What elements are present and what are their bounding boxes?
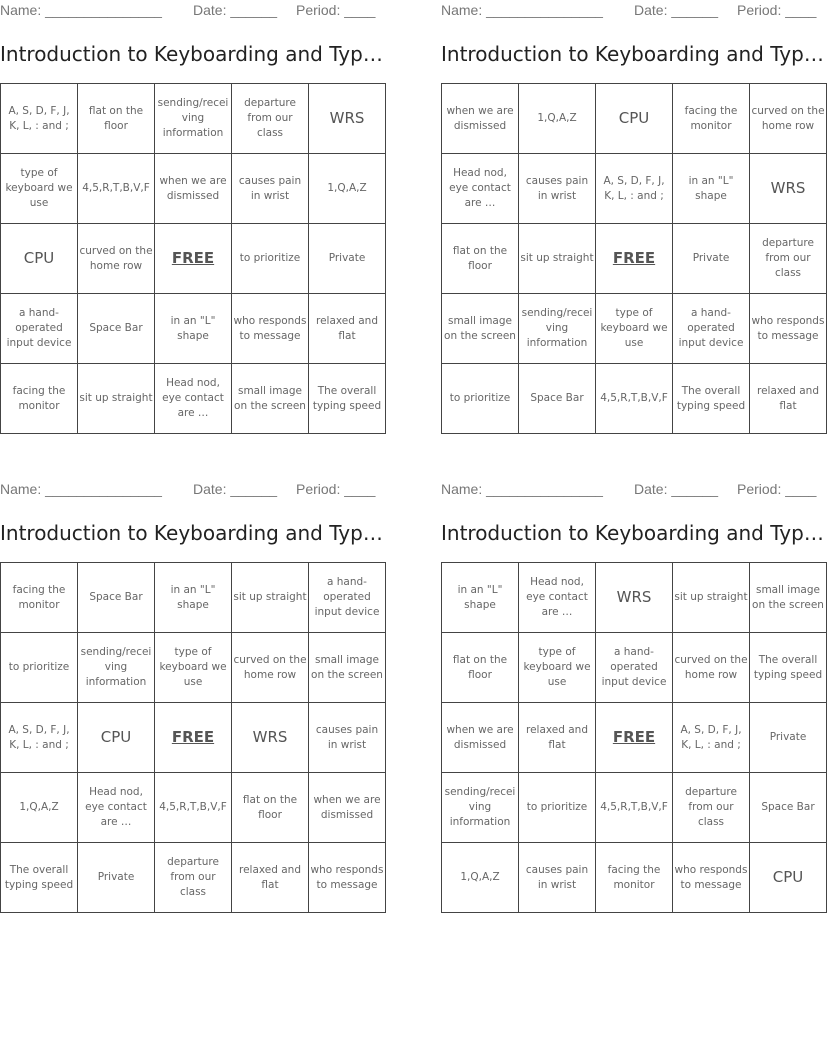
bingo-cell: sit up straight <box>673 563 750 633</box>
bingo-cell: Private <box>78 843 155 913</box>
name-label: Name: _______________ <box>441 2 603 18</box>
bingo-cell: sending/receiving information <box>442 773 519 843</box>
bingo-cell: Head nod, eye contact are … <box>155 364 232 434</box>
bingo-cell: curved on the home row <box>673 633 750 703</box>
bingo-cell: causes pain in wrist <box>519 843 596 913</box>
bingo-cell: in an "L" shape <box>442 563 519 633</box>
period-label: Period: ____ <box>296 2 376 18</box>
bingo-grid <box>0 562 386 913</box>
bingo-cell: facing the monitor <box>673 84 750 154</box>
free-space-cell: FREE <box>155 703 232 773</box>
bingo-cell: in an "L" shape <box>155 563 232 633</box>
bingo-cell: curved on the home row <box>750 84 827 154</box>
bingo-cell: in an "L" shape <box>155 294 232 364</box>
bingo-cell: CPU <box>750 843 827 913</box>
period-label: Period: ____ <box>737 481 817 497</box>
bingo-cell: causes pain in wrist <box>309 703 386 773</box>
bingo-cell: in an "L" shape <box>673 154 750 224</box>
bingo-cell: sit up straight <box>232 563 309 633</box>
card-header <box>0 0 380 22</box>
bingo-cell: 4,5,R,T,B,V,F <box>596 364 673 434</box>
bingo-cell: flat on the floor <box>442 224 519 294</box>
bingo-cell: sending/receiving information <box>155 84 232 154</box>
bingo-cell: A, S, D, F, J, K, L, : and ; <box>1 703 78 773</box>
bingo-cell: when we are dismissed <box>442 703 519 773</box>
bingo-cell: facing the monitor <box>1 563 78 633</box>
bingo-cell: a hand-operated input device <box>673 294 750 364</box>
bingo-cell: Private <box>673 224 750 294</box>
card-header <box>441 0 821 22</box>
bingo-cell: curved on the home row <box>78 224 155 294</box>
bingo-cell: who responds to message <box>309 843 386 913</box>
bingo-cell: a hand-operated input device <box>1 294 78 364</box>
bingo-cell: CPU <box>78 703 155 773</box>
bingo-cell: Space Bar <box>78 294 155 364</box>
bingo-cell: 4,5,R,T,B,V,F <box>78 154 155 224</box>
bingo-grid <box>0 83 386 434</box>
bingo-cell: small image on the screen <box>232 364 309 434</box>
bingo-cell: to prioritize <box>519 773 596 843</box>
bingo-cell: departure from our class <box>750 224 827 294</box>
card-title: Introduction to Keyboarding and Typ… <box>441 42 824 66</box>
bingo-cell: flat on the floor <box>232 773 309 843</box>
bingo-cell: 1,Q,A,Z <box>309 154 386 224</box>
bingo-cell: type of keyboard we use <box>155 633 232 703</box>
bingo-cell: when we are dismissed <box>442 84 519 154</box>
bingo-cell: relaxed and flat <box>232 843 309 913</box>
bingo-cell: who responds to message <box>673 843 750 913</box>
date-label: Date: ______ <box>193 2 278 18</box>
bingo-cell: small image on the screen <box>309 633 386 703</box>
bingo-cell: relaxed and flat <box>519 703 596 773</box>
grid-row <box>1 773 386 843</box>
grid-row <box>1 843 386 913</box>
bingo-cell: facing the monitor <box>596 843 673 913</box>
grid-row <box>1 703 386 773</box>
bingo-cell: Head nod, eye contact are … <box>442 154 519 224</box>
bingo-cell: small image on the screen <box>750 563 827 633</box>
bingo-cell: WRS <box>750 154 827 224</box>
bingo-cell: type of keyboard we use <box>519 633 596 703</box>
bingo-grid <box>441 83 827 434</box>
bingo-cell: Head nod, eye contact are … <box>519 563 596 633</box>
free-space-cell: FREE <box>155 224 232 294</box>
bingo-cell: who responds to message <box>750 294 827 364</box>
grid-row <box>1 364 386 434</box>
bingo-cell: sit up straight <box>78 364 155 434</box>
bingo-cell: facing the monitor <box>1 364 78 434</box>
bingo-cell: when we are dismissed <box>309 773 386 843</box>
bingo-cell: type of keyboard we use <box>596 294 673 364</box>
bingo-cell: flat on the floor <box>442 633 519 703</box>
period-label: Period: ____ <box>296 481 376 497</box>
bingo-cell: A, S, D, F, J, K, L, : and ; <box>1 84 78 154</box>
bingo-cell: 4,5,R,T,B,V,F <box>596 773 673 843</box>
bingo-cell: CPU <box>1 224 78 294</box>
bingo-cell: The overall typing speed <box>673 364 750 434</box>
bingo-cell: 1,Q,A,Z <box>442 843 519 913</box>
bingo-cell: The overall typing speed <box>1 843 78 913</box>
bingo-cell: A, S, D, F, J, K, L, : and ; <box>596 154 673 224</box>
bingo-cell: to prioritize <box>232 224 309 294</box>
period-label: Period: ____ <box>737 2 817 18</box>
grid-row <box>1 84 386 154</box>
bingo-cell: who responds to message <box>232 294 309 364</box>
bingo-cell: type of keyboard we use <box>1 154 78 224</box>
bingo-cell: relaxed and flat <box>309 294 386 364</box>
grid-row <box>442 84 827 154</box>
grid-row <box>442 294 827 364</box>
bingo-cell: The overall typing speed <box>309 364 386 434</box>
grid-row <box>442 703 827 773</box>
bingo-cell: The overall typing speed <box>750 633 827 703</box>
grid-row <box>1 563 386 633</box>
bingo-cell: to prioritize <box>1 633 78 703</box>
bingo-cell: Private <box>309 224 386 294</box>
bingo-cell: WRS <box>232 703 309 773</box>
grid-row <box>442 633 827 703</box>
bingo-cell: departure from our class <box>232 84 309 154</box>
date-label: Date: ______ <box>634 481 719 497</box>
bingo-cell: curved on the home row <box>232 633 309 703</box>
grid-row <box>442 563 827 633</box>
bingo-cell: WRS <box>596 563 673 633</box>
bingo-cell: Space Bar <box>519 364 596 434</box>
bingo-cell: Head nod, eye contact are … <box>78 773 155 843</box>
card-title: Introduction to Keyboarding and Typ… <box>0 521 383 545</box>
bingo-cell: sending/receiving information <box>78 633 155 703</box>
grid-row <box>442 364 827 434</box>
bingo-cell: a hand-operated input device <box>596 633 673 703</box>
date-label: Date: ______ <box>634 2 719 18</box>
bingo-cell: departure from our class <box>155 843 232 913</box>
bingo-cell: relaxed and flat <box>750 364 827 434</box>
name-label: Name: _______________ <box>441 481 603 497</box>
bingo-cell: 1,Q,A,Z <box>1 773 78 843</box>
bingo-cell: 1,Q,A,Z <box>519 84 596 154</box>
grid-row <box>442 154 827 224</box>
bingo-cell: WRS <box>309 84 386 154</box>
bingo-cell: causes pain in wrist <box>519 154 596 224</box>
free-space-cell: FREE <box>596 224 673 294</box>
bingo-cell: 4,5,R,T,B,V,F <box>155 773 232 843</box>
grid-row <box>1 154 386 224</box>
name-label: Name: _______________ <box>0 481 162 497</box>
card-title: Introduction to Keyboarding and Typ… <box>0 42 383 66</box>
free-space-cell: FREE <box>596 703 673 773</box>
grid-row <box>442 773 827 843</box>
bingo-cell: Private <box>750 703 827 773</box>
name-label: Name: _______________ <box>0 2 162 18</box>
bingo-cell: departure from our class <box>673 773 750 843</box>
bingo-cell: small image on the screen <box>442 294 519 364</box>
card-header <box>441 479 821 501</box>
bingo-cell: a hand-operated input device <box>309 563 386 633</box>
bingo-cell: A, S, D, F, J, K, L, : and ; <box>673 703 750 773</box>
bingo-cell: flat on the floor <box>78 84 155 154</box>
bingo-cell: CPU <box>596 84 673 154</box>
grid-row <box>1 633 386 703</box>
date-label: Date: ______ <box>193 481 278 497</box>
grid-row <box>442 843 827 913</box>
bingo-cell: when we are dismissed <box>155 154 232 224</box>
card-header <box>0 479 380 501</box>
bingo-grid <box>441 562 827 913</box>
bingo-cell: sit up straight <box>519 224 596 294</box>
bingo-cell: Space Bar <box>78 563 155 633</box>
card-title: Introduction to Keyboarding and Typ… <box>441 521 824 545</box>
bingo-cell: Space Bar <box>750 773 827 843</box>
bingo-cell: causes pain in wrist <box>232 154 309 224</box>
bingo-cell: to prioritize <box>442 364 519 434</box>
grid-row <box>1 294 386 364</box>
bingo-cell: sending/receiving information <box>519 294 596 364</box>
grid-row <box>442 224 827 294</box>
grid-row <box>1 224 386 294</box>
